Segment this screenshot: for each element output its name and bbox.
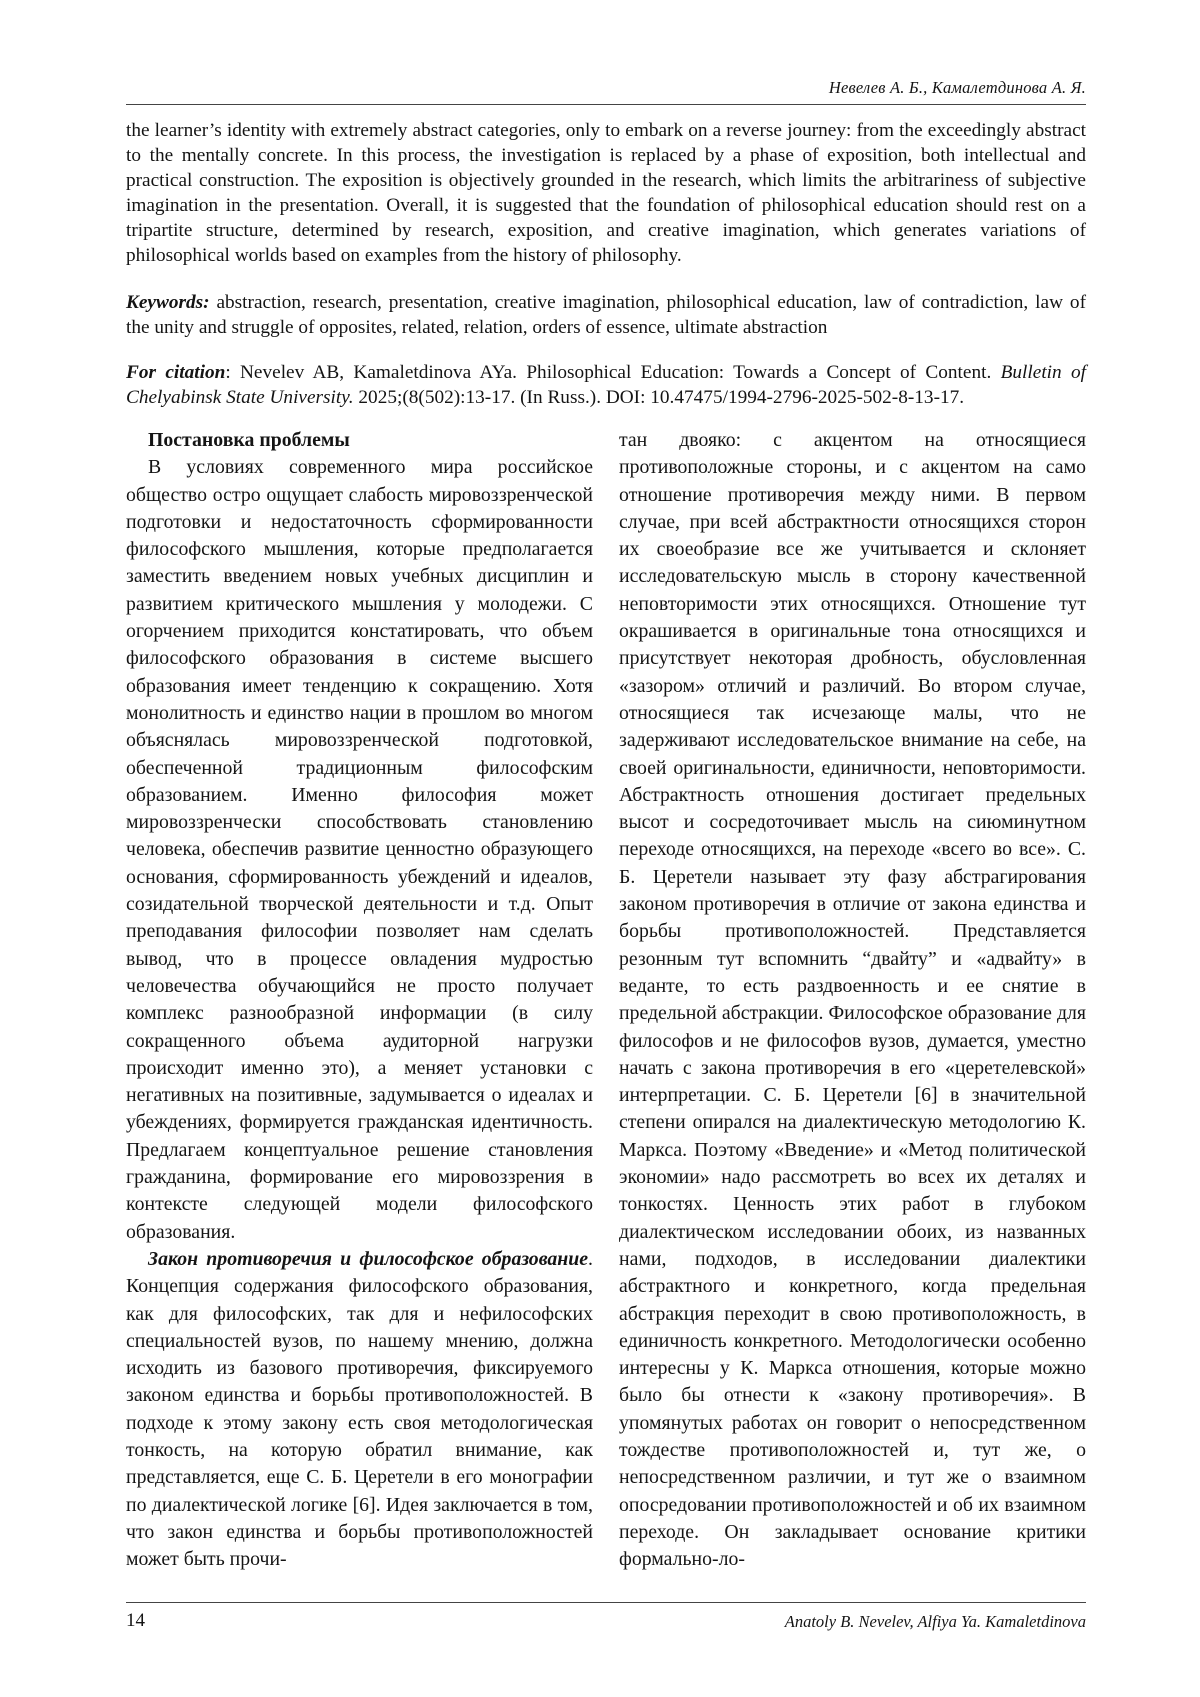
section-heading: Постановка проблемы <box>148 429 350 451</box>
footer-authors: Anatoly B. Nevelev, Alfiya Ya. Kamaletdinova <box>784 1612 1086 1631</box>
left-paragraph-2 <box>126 1246 593 1574</box>
left-paragraph-1: В условиях современного мира российское общество остро ощущает слабость мировоззренческой подготовки и недостаточность сформированности философского мышления, которые предполагается заместить введением новых учебных дисциплин и развитием критического мышления у молодежи. С огорчением приходится констатировать, что объем философского образования в системе высшего образования имеет тенденцию к сокращению. Хотя монолитность и единство нации в прошлом во многом объяснялась мировоззренческой подготовкой, обеспеченной традиционным философским образованием. Именно философия может мировоззренчески способствовать становлению человека, обеспечив развитие ценностно образующего основания, сформированность убеждений и идеалов, созидательной творческой деятельности и т.д. Опыт преподавания философии позволяет нам сделать вывод, что в процессе овладения мудростью человечества обучающийся не просто получает комплекс разнообразной информации (в силу сокращенного объема аудиторной нагрузки происходит именно это), а меняет установки с негативных на позитивные, задумывается о идеалах и убеждениях, формируется гражданская идентичность. Предлагаем концептуальное решение становления гражданина, формирование его мировоззрения в контексте следующей модели философского образования. <box>126 456 593 1243</box>
abstract <box>126 118 1086 268</box>
citation-label: For citation <box>126 362 226 383</box>
citation <box>126 360 1086 410</box>
keywords-label: Keywords: <box>126 292 210 313</box>
keywords-text: abstraction, research, presentation, creative imagination, philosophical education, law of contradiction, law of the unity and struggle of opposites, related, relation, orders of essence, ultimate abstraction <box>126 292 1086 338</box>
citation-text-before: : Nevelev AB, Kamaletdinova AYa. Philosophical Education: Towards a Concept of Content. <box>225 362 1001 383</box>
citation-journal: Bulletin of Chelyabinsk State University. <box>126 362 1086 408</box>
keywords <box>126 290 1086 340</box>
running-head: Невелев А. Б., Камалетдинова А. Я. <box>828 78 1086 97</box>
right-paragraph-1: тан двояко: с акцентом на относящиеся противоположные стороны, и с акцентом на само отношение противоречия между ними. В первом случае, при всей абстрактности относящихся сторон их своеобразие все же учитывается и склоняет исследовательскую мысль в сторону качественной неповторимости этих относящихся. Отношение тут окрашивается в оригинальные тона относящихся и присутствует некоторая дробность, обусловленная «зазором» отличий и различий. Во втором случае, относящиеся так исчезающе малы, что не задерживают исследовательское внимание на себе, на своей оригинальности, единичности, неповторимости. Абстрактность отношения достигает предельных высот и сосредоточивает мысль на сиюминутном переходе относящихся, на переходе «всего во все». С. Б. Церетели называет эту фазу абстрагирования законом противоречия в отличие от закона единства и борьбы противоположностей. Представляется резонным тут вспомнить “двайту” и «адвайту» в веданте, то есть раздвоенность и ее снятие в предельной абстракции. Философское образование для философов и не философов вузов, думается, уместно начать с закона противоречия в его «церетелевской» интерпретации. С. Б. Церетели [6] в значительной степени опирался на диалектическую методологию К. Маркса. Поэтому «Введение» и «Метод политической экономии» надо рассмотреть во всех их деталях и тонкостях. Ценность этих работ в глубоком диалектическом исследовании обоих, из названных нами, подходов, в исследовании диалектики абстрактного и конкретного, когда предельная абстракция переходит в свою противоположность, в единичность конкретного. Методологически особенно интересны у К. Маркса отношения, которые можно было бы отнести к «закону противоречия». В упомянутых работах он говорит о непосредственном тождестве противоположностей и, тут же, о непосредственном различии, и тут же о взаимном опосредовании противоположностей и об их взаимном переходе. Он закладывает основание критики формально-ло- <box>619 429 1086 1571</box>
page-number: 14 <box>126 1610 145 1631</box>
header-rule <box>126 104 1086 105</box>
footer-rule <box>126 1602 1086 1603</box>
citation-text-after: 2025;(8(502):13-17. (In Russ.). DOI: 10.47475/1994-2796-2025-502-8-13-17. <box>353 387 965 408</box>
left-paragraph-2-text: . Концепция содержания философского образования, как для философских, так для и нефилософских специальностей вузов, по нашему мнению, должна исходить из базового противоречия, фиксируемого законом единства и борьбы противоположностей. В подходе к этому закону есть своя методологическая тонкость, на которую обратил внимание, как представляется, еще С. Б. Церетели в его монографии по диалектической логике [6]. Идея заключается в том, что закон единства и борьбы противоположностей может быть прочи- <box>126 1247 593 1571</box>
subsection-heading: Закон противоречия и философское образование <box>148 1247 589 1270</box>
abstract-text: the learner’s identity with extremely abstract categories, only to embark on a reverse journey: from the exceedingly abstract to the mentally concrete. In this process, the investigation is replaced by a phase of exposition, both intellectual and practical construction. The exposition is objectively grounded in the research, which limits the arbitrariness of subjective imagination in the presentation. Overall, it is suggested that the foundation of philosophical education should rest on a tripartite structure, determined by research, exposition, and creative imagination, which generates variations of philosophical worlds based on examples from the history of philosophy. <box>126 120 1086 266</box>
right-column <box>619 427 1086 1573</box>
left-column <box>126 427 593 1573</box>
